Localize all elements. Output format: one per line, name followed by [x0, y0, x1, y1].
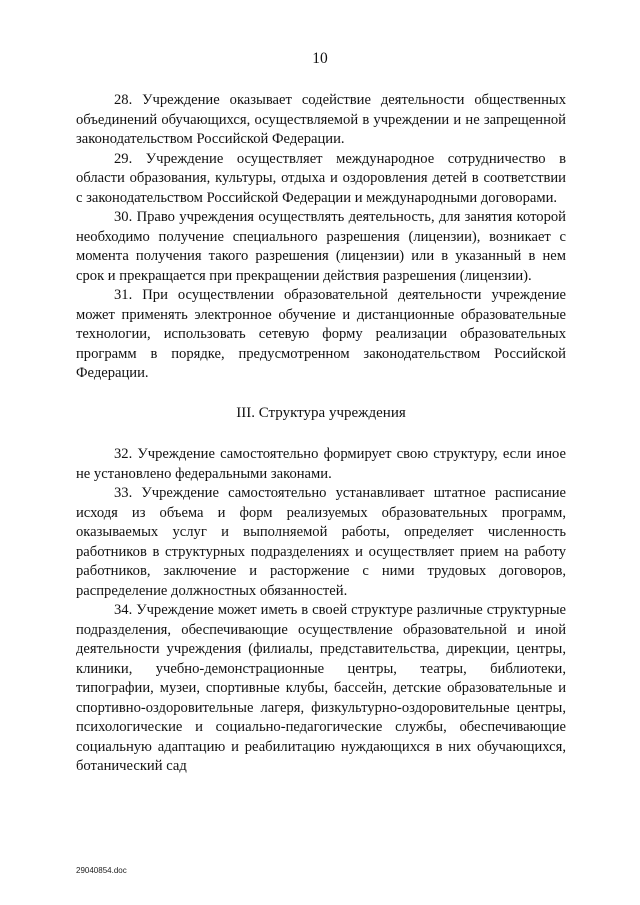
paragraph-33: 33. Учреждение самостоятельно устанавливает штатное расписание исходя из объема и форм реализуемых образовательных программ, оказываемых услуг и выполняемой работы, определяет численность работников в структурных подразделениях и осуществляет прием на работу работников, заключение и расторжение с ними трудовых договоров, распределение должностных обязанностей.	[76, 485, 566, 599]
paragraph-32: 32. Учреждение самостоятельно формирует свою структуру, если иное не установлено федеральными законами.	[76, 446, 566, 482]
paragraph-34: 34. Учреждение может иметь в своей структуре различные структурные подразделения, обеспечивающие осуществление образовательной и иной деятельности учреждения (филиалы, представительства, дирекции, центры, клиники, учебно-демонстрационные центры, театры, библиотеки, типографии, музеи, спортивные клубы, бассейн, детские образовательные и спортивно-оздоровительные лагеря, физкультурно-оздоровительные центры, психологические и социально-педагогические службы, обеспечивающие социальную адаптацию и реабилитацию нуждающихся в них обучающихся, ботанический сад	[76, 602, 566, 774]
document-body	[76, 91, 566, 777]
paragraph-31: 31. При осуществлении образовательной деятельности учреждение может применять электронное обучение и дистанционные образовательные технологии, использовать сетевую форму реализации образовательных программ в порядке, предусмотренном законодательством Российской Федерации.	[76, 287, 566, 381]
paragraph-29: 29. Учреждение осуществляет международное сотрудничество в области образования, культуры, отдыха и оздоровления детей в соответствии с законодательством Российской Федерации и международными договорами.	[76, 150, 566, 206]
paragraph-28: 28. Учреждение оказывает содействие деятельности общественных объединений обучающихся, осуществляемой в учреждении и не запрещенной законодательством Российской Федерации.	[76, 92, 566, 147]
page-number: 10	[312, 50, 328, 67]
section-heading: III. Структура учреждения	[236, 404, 406, 421]
paragraph-30: 30. Право учреждения осуществлять деятельность, для занятия которой необходимо получение специального разрешения (лицензии), возникает с момента получения такого разрешения (лицензии) или в указанный в нем срок и прекращается при прекращении действия разрешения (лицензии).	[76, 209, 566, 284]
footer-filename: 29040854.doc	[76, 866, 127, 875]
